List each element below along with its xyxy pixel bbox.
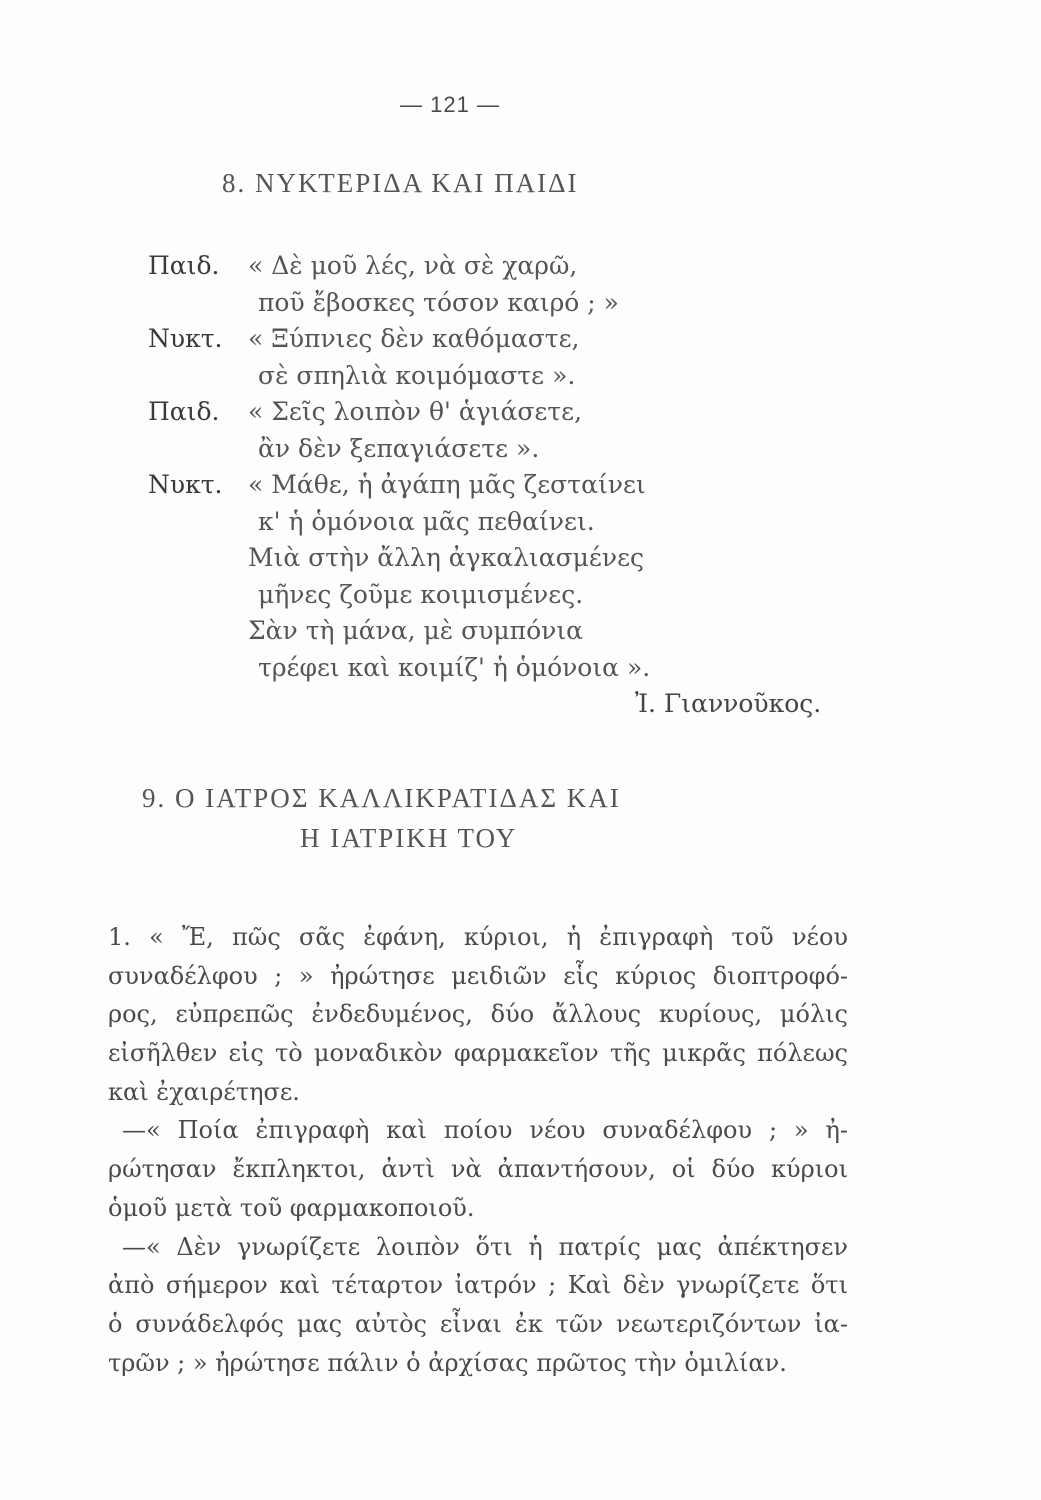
verse-text: τρέφει καὶ κοιμίζ' ἡ ὁμόνοια ». [258, 652, 651, 682]
verse-text: ἂν δὲν ξεπαγιάσετε ». [258, 433, 540, 463]
speaker-label: Παιδ. [148, 251, 220, 280]
poem-line [148, 431, 868, 468]
body-text-line: εἰσῆλθεν εἰς τὸ μοναδικὸν φαρμακεῖον τῆς μικρᾶς πόλεως [108, 1039, 848, 1068]
body-text-line: 1. « Ἔ, πῶς σᾶς ἐφάνη, κύριοι, ἡ ἐπιγραφὴ τοῦ νέου [108, 923, 848, 951]
verse-text: ποῦ ἔβοσκες τόσον καιρό ; » [258, 287, 619, 317]
verse-text: « Σεῖς λοιπὸν θ' ἁγιάσετε, [248, 397, 583, 426]
verse-text: κ' ἡ ὁμόνοια μᾶς πεθαίνει. [258, 506, 595, 536]
poem-line [148, 358, 868, 395]
speaker-label: Νυκτ. [148, 470, 223, 499]
speaker-label: Παιδ. [148, 397, 220, 426]
poem-line [148, 321, 868, 358]
verse-text: « Ξύπνιες δὲν καθόμαστε, [248, 324, 580, 353]
poem-line [148, 540, 868, 577]
body-text-line: καὶ ἐχαιρέτησε. [108, 1077, 300, 1106]
body-text-line: ὁ συνάδελφός μας αὐτὸς εἶναι ἐκ τῶν νεωτεριζόντων ἰα- [108, 1309, 848, 1338]
section-8-title: 8. ΝΥΚΤΕΡΙΔΑ ΚΑΙ ΠΑΙΔΙ [222, 168, 579, 198]
poem-dialogue [148, 248, 868, 686]
section-9-body [108, 918, 848, 1382]
body-text-line: ρος, εὐπρεπῶς ἐνδεδυμένος, δύο ἄλλους κυρίους, μόλις [108, 1000, 848, 1029]
body-text-line: ἀπὸ σήμερον καὶ τέταρτον ἰατρόν ; Καὶ δὲν γνωρίζετε ὅτι [108, 1271, 848, 1300]
poem-line [148, 248, 868, 285]
body-text-line: —« Ποία ἐπιγραφὴ καὶ ποίου νέου συναδέλφου ; » ἠ- [122, 1116, 848, 1145]
body-text-line: —« Δὲν γνωρίζετε λοιπὸν ὅτι ἡ πατρίς μας ἀπέκτησεν [122, 1232, 848, 1261]
section-9-title-line-2: Η ΙΑΤΡΙΚΗ ΤΟΥ [300, 823, 518, 853]
verse-text: μῆνες ζοῦμε κοιμισμένες. [258, 579, 584, 609]
poem-line [148, 613, 868, 650]
poem-line [148, 577, 868, 614]
section-9-title-line-1: 9. Ο ΙΑΤΡΟΣ ΚΑΛΛΙΚΡΑΤΙΔΑΣ ΚΑΙ [142, 783, 621, 813]
body-text-line: ὁμοῦ μετὰ τοῦ φαρμακοποιοῦ. [108, 1193, 475, 1222]
verse-text: « Μάθε, ἡ ἀγάπη μᾶς ζεσταίνει [248, 470, 646, 499]
poem-line [148, 650, 868, 687]
verse-text: « Δὲ μοῦ λές, νὰ σὲ χαρῶ, [248, 251, 578, 280]
poem-line [148, 285, 868, 322]
body-text-line: συναδέλφου ; » ἠρώτησε μειδιῶν εἷς κύριος διοπτροφό- [108, 961, 848, 990]
body-text-line: τρῶν ; » ἠρώτησε πάλιν ὁ ἀρχίσας πρῶτος τὴν ὁμιλίαν. [108, 1348, 787, 1377]
poem-line [148, 504, 868, 541]
speaker-label: Νυκτ. [148, 324, 223, 353]
body-text-line: ρώτησαν ἔκπληκτοι, ἀντὶ νὰ ἀπαντήσουν, οἱ δύο κύριοι [108, 1155, 848, 1184]
page-number: — 121 — [400, 92, 500, 117]
poem-line [148, 394, 868, 431]
poem-line [148, 467, 868, 504]
verse-text: Μιὰ στὴν ἄλλη ἀγκαλιασμένες [248, 543, 645, 572]
verse-text: Σὰν τὴ μάνα, μὲ συμπόνια [248, 616, 584, 645]
verse-text: σὲ σπηλιὰ κοιμόμαστε ». [258, 360, 576, 390]
poem-author: Ἰ. Γιαννοῦκος. [635, 689, 822, 718]
